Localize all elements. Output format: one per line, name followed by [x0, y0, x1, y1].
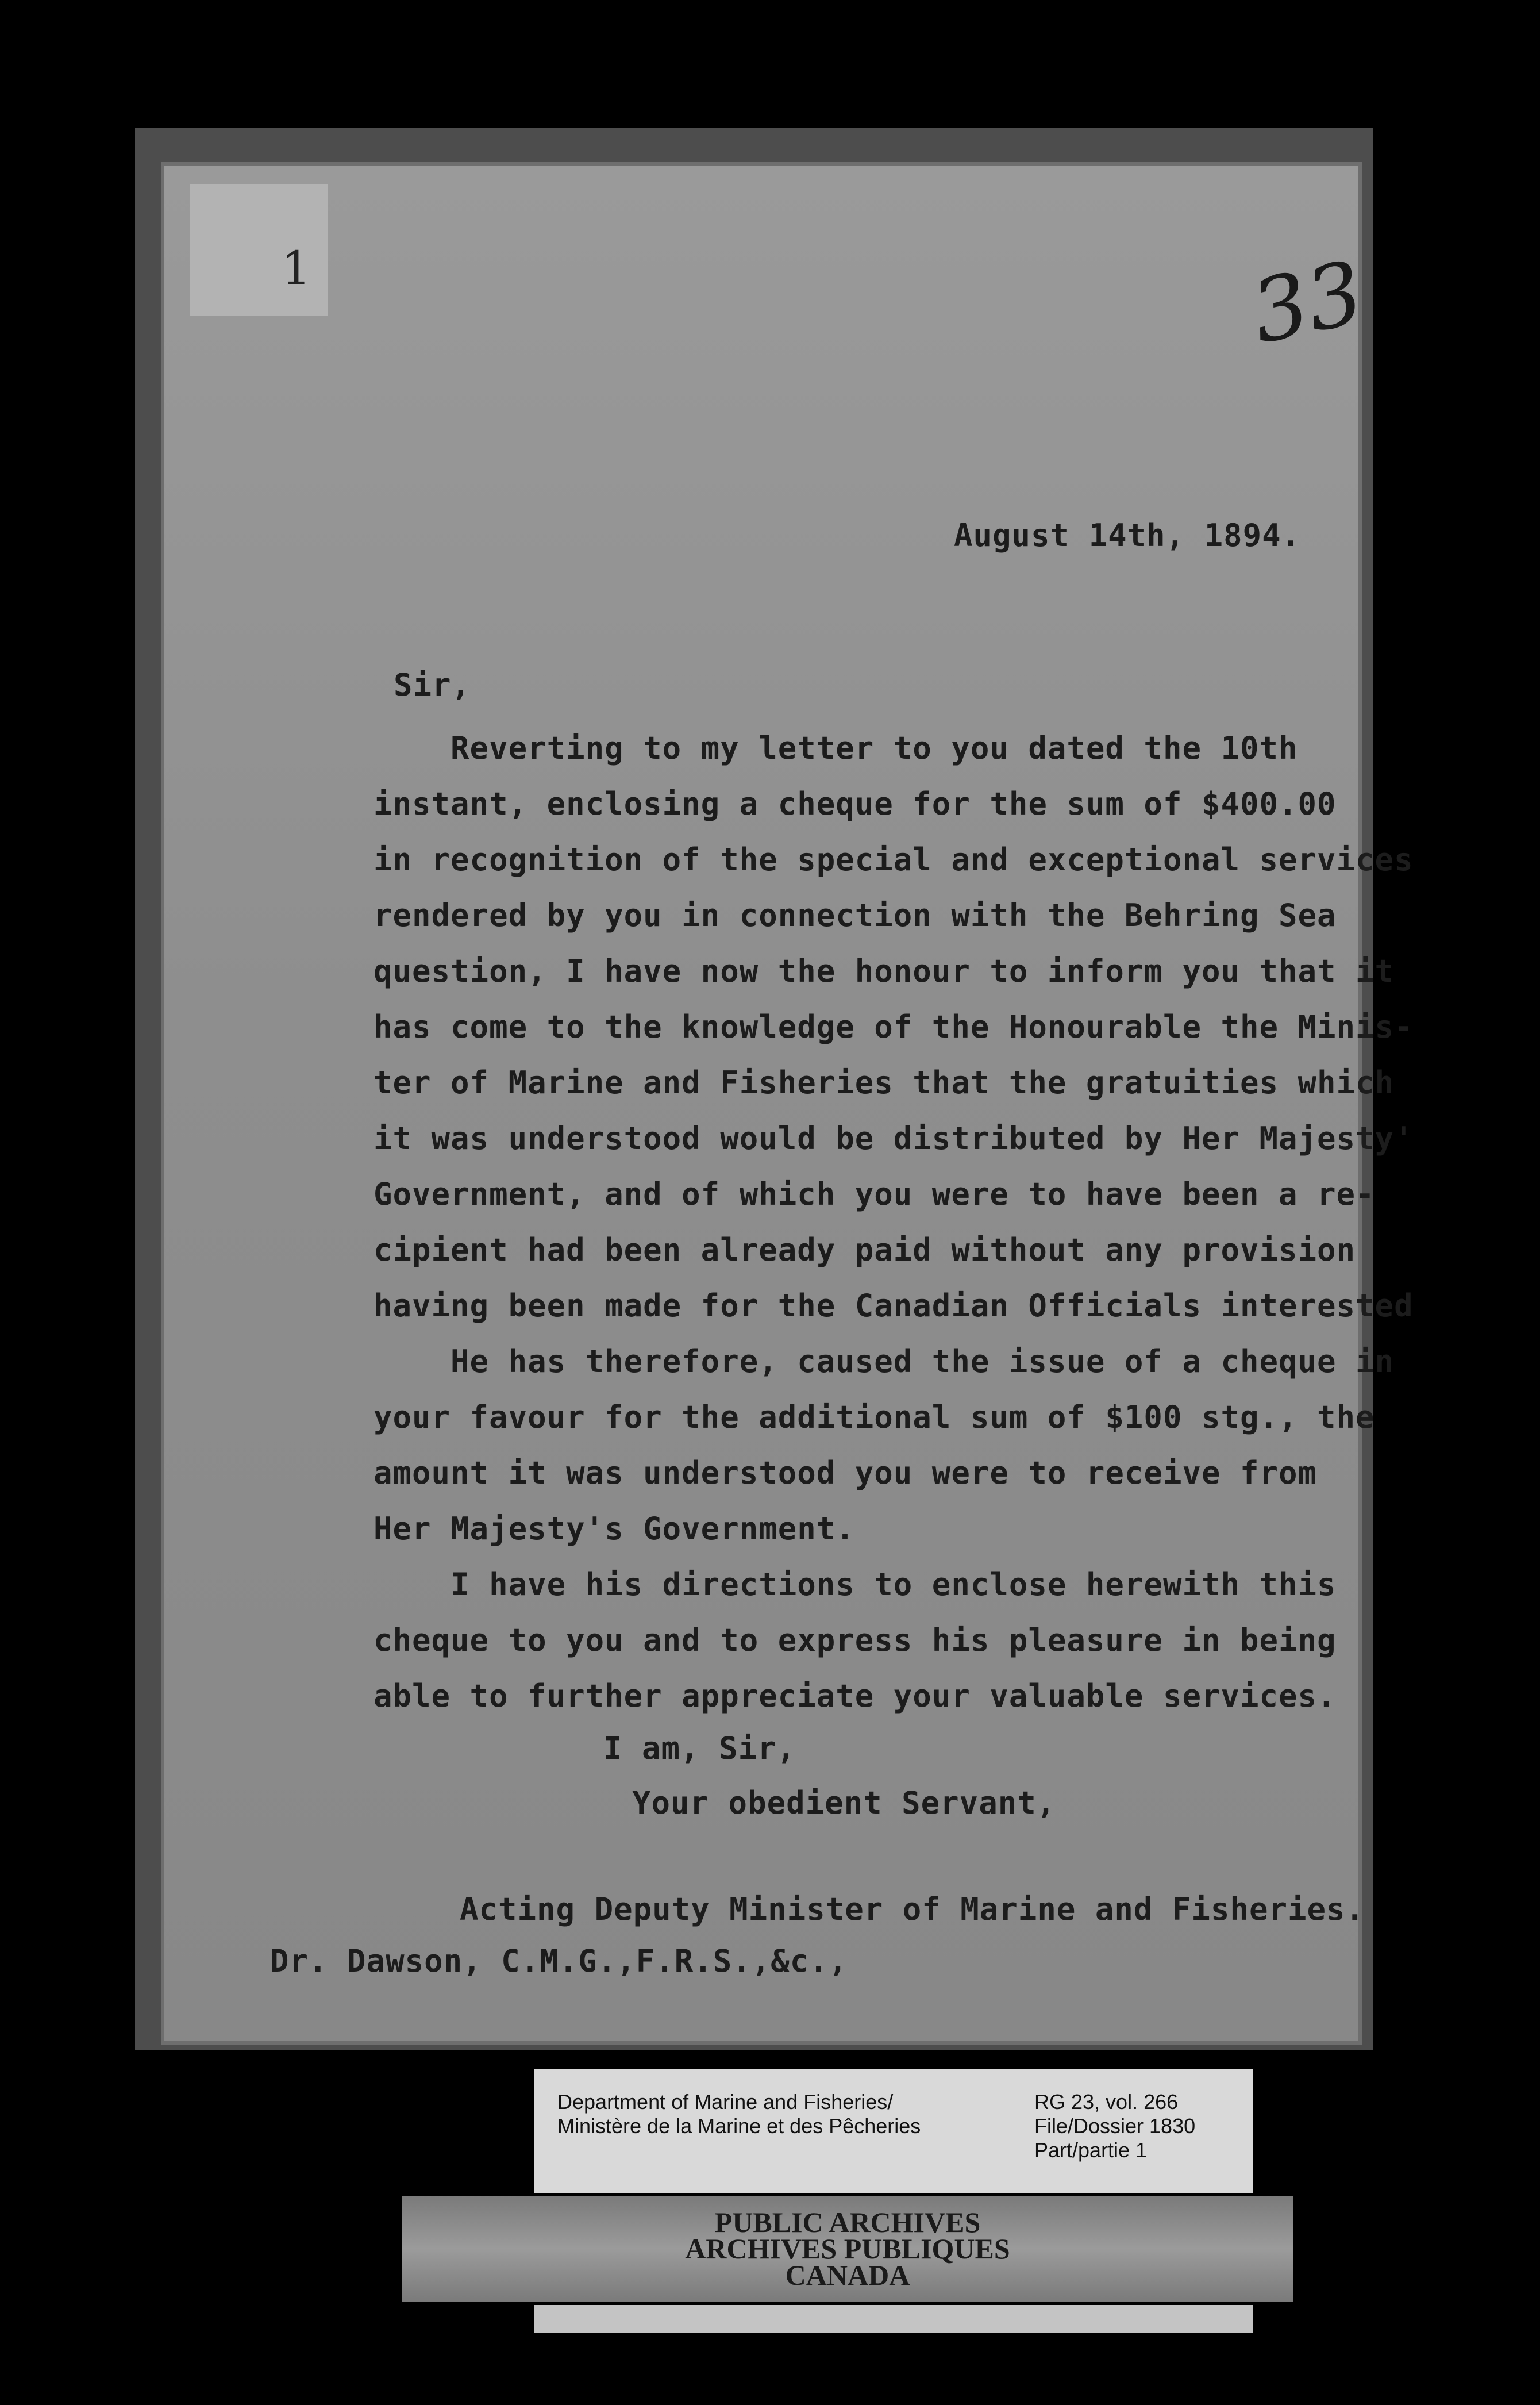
recipient-line: Dr. Dawson, C.M.G.,F.R.S.,&c.,: [270, 1943, 848, 1979]
body-line: cheque to you and to express his pleasure in being: [374, 1622, 1337, 1658]
salutation: Sir,: [394, 667, 471, 703]
department-fr: Ministère de la Marine et des Pêcheries: [557, 2114, 921, 2138]
archive-part: Part/partie 1: [1034, 2138, 1148, 2162]
tab-mark-number: 1: [282, 241, 311, 295]
body-line: it was understood would be distributed by Her Majesty': [374, 1120, 1414, 1157]
body-line: cipient had been already paid without any provision: [374, 1232, 1356, 1268]
archive-file: File/Dossier 1830: [1034, 2114, 1196, 2138]
closing-line: I am, Sir,: [603, 1730, 796, 1766]
closing-signoff: Your obedient Servant,: [632, 1785, 1056, 1821]
body-line: instant, enclosing a cheque for the sum of $400.00: [374, 786, 1337, 822]
body-line: has come to the knowledge of the Honourable the Minis-: [374, 1009, 1414, 1045]
body-line: amount it was understood you were to receive from: [374, 1455, 1318, 1491]
body-line: your favour for the additional sum of $100 stg., the: [374, 1399, 1375, 1435]
body-line: in recognition of the special and exceptional services: [374, 842, 1414, 878]
signature-title: Acting Deputy Minister of Marine and Fisheries.: [460, 1891, 1365, 1927]
bottom-strip: [534, 2305, 1253, 2333]
body-line: Reverting to my letter to you dated the 10th: [374, 730, 1298, 766]
body-line: Her Majesty's Government.: [374, 1511, 855, 1547]
body-line: I have his directions to enclose herewith this: [374, 1566, 1337, 1603]
department-en: Department of Marine and Fisheries/: [557, 2090, 894, 2114]
body-line: He has therefore, caused the issue of a cheque in: [374, 1343, 1395, 1380]
archives-stamp: [402, 2196, 1293, 2302]
letter-date: August 14th, 1894.: [954, 517, 1301, 554]
body-line: ter of Marine and Fisheries that the gratuities which: [374, 1065, 1395, 1101]
tab-mark: [190, 184, 328, 316]
stamp-line: ARCHIVES PUBLIQUES: [685, 2233, 1010, 2265]
body-line: rendered by you in connection with the Behring Sea: [374, 897, 1337, 933]
body-line: Government, and of which you were to have been a re-: [374, 1176, 1375, 1212]
body-line: able to further appreciate your valuable services.: [374, 1678, 1337, 1714]
body-line: question, I have now the honour to inform you that it: [374, 953, 1395, 989]
body-line: having been made for the Canadian Officials interested: [374, 1288, 1414, 1324]
archive-reference: RG 23, vol. 266: [1034, 2090, 1179, 2114]
stamp-line: PUBLIC ARCHIVES: [714, 2206, 981, 2238]
page-number: 33: [1243, 243, 1372, 363]
stamp-line: CANADA: [785, 2259, 910, 2291]
archive-label: [534, 2069, 1253, 2193]
